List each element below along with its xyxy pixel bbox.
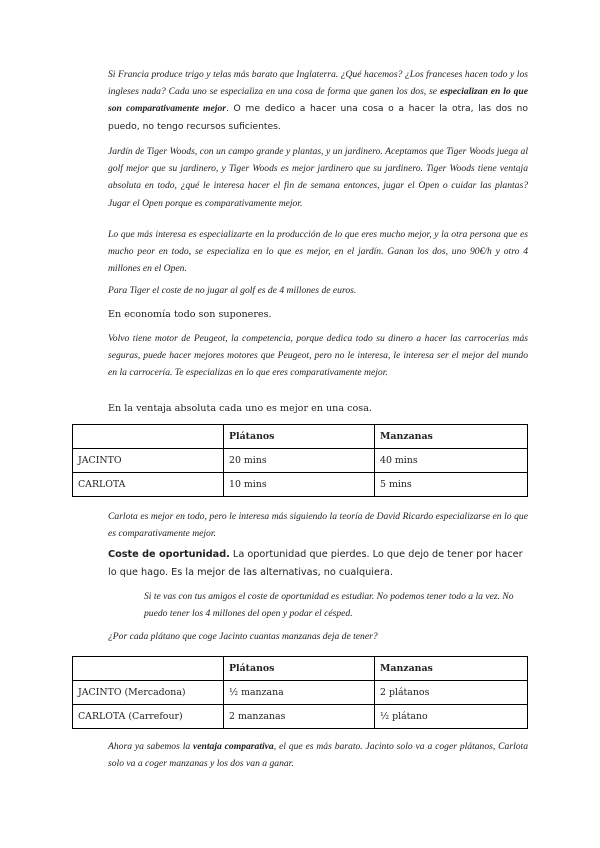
table-row	[73, 705, 528, 729]
table-header-cell	[73, 425, 224, 449]
paragraph-coste-tiger: Para Tiger el coste de no jugar al golf es de 4 millones de euros.	[108, 285, 357, 296]
table-row	[73, 681, 528, 705]
paragraph-especializacion: Lo que más interesa es especializarte en la producción de lo que eres mucho mejor, y la otra persona que es mucho peor en todo, se especializa en lo que es mejor, en el jardín. Ganan los dos, uno 90€/h y otro 4 millones en el Open.	[108, 229, 528, 275]
table-cell: 10 mins	[224, 473, 375, 497]
table-cell: JACINTO (Mercadona)	[73, 681, 224, 705]
table-header-cell: Manzanas	[375, 657, 528, 681]
text: . O me dedico a hacer una cosa o a hacer la otra, las dos no puedo, no tengo recursos suficientes.	[108, 103, 528, 132]
paragraph-conclusion	[108, 738, 528, 772]
table-header-row	[73, 425, 528, 449]
table-row	[73, 473, 528, 497]
paragraph-carlota: Carlota es mejor en todo, pero le interesa más siguiendo la teoría de David Ricardo especializarse en lo que es comparativamente mejor.	[108, 511, 528, 540]
paragraph-tiger-woods: Jardín de Tiger Woods, con un campo grande y plantas, y un jardinero. Aceptamos que Tiger Woods juega al golf mejor que su jardinero, y Tiger Woods es mejor jardinero que su jardinero. Tiger Woods tiene ventaja absoluta en todo, ¿qué le interesa hacer el fin de semana entonces, jugar el Open o cuidar las plantas? Jugar el Open porque es comparativamente mejor.	[108, 146, 528, 209]
table-cell: CARLOTA	[73, 473, 224, 497]
table-coste-oportunidad	[72, 656, 528, 729]
table-cell: ½ manzana	[224, 681, 375, 705]
paragraph-coste-oportunidad	[108, 546, 528, 582]
table-header-row	[73, 657, 528, 681]
paragraph-francia	[108, 66, 528, 135]
text: Si Francia produce trigo y telas más barato que Inglaterra. ¿Qué hacemos? ¿Los franceses hacen todo y los ingleses nada? Cada uno se especializa en una cosa de forma que ganen los dos, se	[108, 69, 528, 98]
table-ventaja-absoluta	[72, 424, 528, 497]
table-cell: 2 manzanas	[224, 705, 375, 729]
text: Ahora ya sabemos la	[108, 741, 194, 752]
paragraph-amigos: Si te vas con tus amigos el coste de oportunidad es estudiar. No podemos tener todo a la vez. No puedo tener los 4 millones del open y podar el césped.	[144, 591, 514, 620]
emphasis: especializan en lo que son comparativamente mejor	[108, 86, 528, 115]
emphasis: ventaja comparativa	[193, 741, 274, 752]
table-cell: 40 mins	[375, 449, 528, 473]
paragraph-suponeres: En economía todo son suponeres.	[108, 309, 272, 320]
paragraph-ventaja-absoluta: En la ventaja absoluta cada uno es mejor en una cosa.	[108, 403, 372, 414]
text: La oportunidad que pierdes. Lo que dejo de tener por hacer lo que hago. Es la mejor de las alternativas, no cualquiera.	[108, 549, 523, 578]
table-header-cell: Manzanas	[375, 425, 528, 449]
table-row	[73, 449, 528, 473]
table-cell: CARLOTA (Carrefour)	[73, 705, 224, 729]
table-cell: JACINTO	[73, 449, 224, 473]
paragraph-pregunta: ¿Por cada plátano que coge Jacinto cuantas manzanas deja de tener?	[108, 631, 378, 642]
table-header-cell	[73, 657, 224, 681]
table-cell: 5 mins	[375, 473, 528, 497]
table-cell: ½ plátano	[375, 705, 528, 729]
paragraph-volvo: Volvo tiene motor de Peugeot, la competencia, porque dedica todo su dinero a hacer las carrocerías más seguras, puede hacer mejores motores que Peugeot, pero no le interesa, le interesa ser el mejor del mundo en la carrocería. Te especializas en lo que eres comparativamente mejor.	[108, 333, 528, 379]
table-header-cell: Plátanos	[224, 657, 375, 681]
table-cell: 2 plátanos	[375, 681, 528, 705]
table-cell: 20 mins	[224, 449, 375, 473]
term: Coste de oportunidad.	[108, 549, 230, 560]
table-header-cell: Plátanos	[224, 425, 375, 449]
text: , el que es más barato. Jacinto solo va a coger plátanos, Carlota solo va a coger manzanas y los dos van a ganar.	[108, 741, 529, 770]
